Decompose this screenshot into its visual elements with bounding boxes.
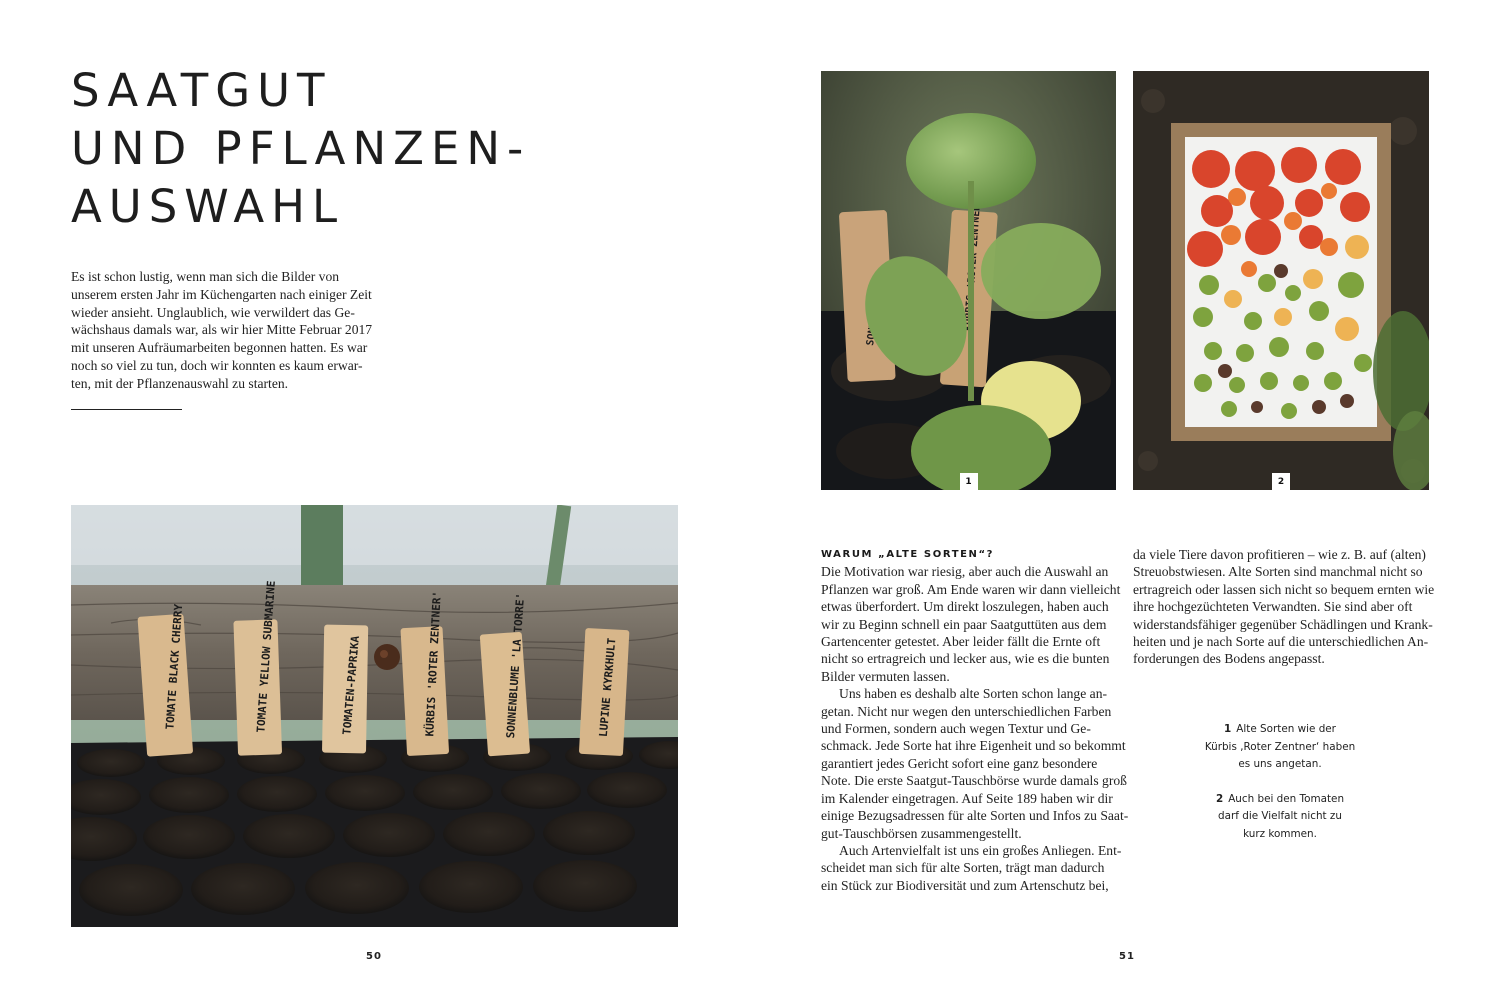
body-line: Uns haben es deshalb alte Sorten schon lange an- [839, 686, 1108, 702]
plant-label-text: LUPINE KYRKHULT [596, 637, 619, 738]
caption-line: Kürbis ‚Roter Zentner‘ haben [1204, 740, 1356, 753]
photo-number-badge: 2 [1272, 473, 1290, 490]
body-line: etwas überfordert. Um direkt loszulegen, haben auch [821, 599, 1109, 615]
paragraph-1 [821, 563, 1121, 685]
seed-tray-photo [71, 505, 678, 927]
paragraph-2 [821, 685, 1129, 842]
body-line: widerstandsfähiger gegenüber Schädlingen und Krank- [1133, 616, 1433, 632]
plant-label-text: TOMATE YELLOW SUBMARINE [254, 580, 278, 734]
plant-label-text: TOMATEN-PAPRIKA [340, 635, 362, 736]
page-number-right: 51 [1119, 951, 1135, 962]
intro-line: ten, mit der Pflanzenauswahl zu starten. [71, 375, 289, 391]
body-line: scheidet man sich für alte Sorten, trägt man dadurch [821, 860, 1105, 876]
body-line: Die Motivation war riesig, aber auch die Auswahl an [821, 564, 1109, 580]
caption-number: 1 [1224, 723, 1232, 735]
intro-line: wächshaus damals war, als wir hier Mitte Februar 2017 [71, 322, 373, 338]
body-line: Auch Artenvielfalt ist uns ein großes Anliegen. Ent- [839, 842, 1122, 858]
body-column-left [821, 546, 1129, 894]
body-line: und Formen, sondern auch wegen Textur und Ge- [821, 721, 1091, 737]
page-number-left: 50 [366, 951, 382, 962]
body-line: einige Bezugsadressen für alte Sorten und Infos zu Saat- [821, 808, 1129, 824]
photo-captions [1180, 721, 1380, 860]
body-line: Pflanzen war groß. Am Ende waren wir dann vielleicht [821, 581, 1121, 597]
intro-line: wieder ansieht. Unglaublich, wie verwildert das Ge- [71, 304, 355, 320]
divider-rule [71, 409, 182, 410]
intro-line: Es ist schon lustig, wenn man sich die Bilder von [71, 269, 340, 284]
caption-line: darf die Vielfalt nicht zu [1218, 810, 1342, 822]
title-line-1: SAATGUT [71, 64, 332, 117]
caption-1 [1180, 721, 1380, 774]
body-line: garantiert jedes Gericht sofort eine ganz besondere [821, 755, 1098, 771]
plant-label-stick [322, 625, 368, 754]
plant-label-stick [579, 628, 630, 756]
seedling-photo [821, 71, 1116, 490]
seedling-illustration [821, 71, 1116, 490]
caption-text: Auch bei den Tomaten [1228, 792, 1345, 805]
body-line: Streuobstwiesen. Alte Sorten sind manchmal nicht so [1133, 564, 1423, 580]
intro-line: noch so viel zu tun, doch wir konnten es kaum erwar- [71, 357, 363, 373]
body-line: heiten und je nach Sorte auf die unterschiedlichen An- [1133, 634, 1429, 650]
body-column-right [1133, 546, 1435, 668]
title-line-2: UND PFLANZEN- [71, 122, 531, 175]
body-line: gut-Tauschbörsen zusammengestellt. [821, 825, 1022, 841]
intro-line: mit unseren Aufräumarbeiten begonnen hatten. Es war [71, 340, 368, 356]
plant-label-text: ZENTNER' [968, 198, 984, 248]
body-line: Gartencenter getestet. Aber leider fällt die Ernte oft [821, 634, 1101, 650]
body-line: getan. Nicht nur wegen den unterschiedlichen Farben [821, 703, 1112, 719]
intro-paragraph [71, 268, 371, 393]
caption-line [1180, 721, 1380, 739]
body-line: nicht so ertragreich und lecker aus, wie es die bunten [821, 651, 1110, 667]
tomato-crate-illustration [1133, 71, 1429, 490]
caption-number: 2 [1215, 792, 1224, 805]
body-line: da viele Tiere davon profitieren – wie z. B. auf (alten) [1133, 547, 1426, 562]
caption-line: es uns angetan. [1238, 758, 1322, 770]
caption-line: kurz kommen. [1243, 827, 1317, 840]
body-line: ihre hochgezüchteten Verwandten. Sie sind aber oft [1133, 599, 1413, 615]
caption-2 [1180, 791, 1380, 844]
intro-line: unserem ersten Jahr im Küchengarten nach einiger Zeit [71, 286, 372, 302]
body-line: ertragreich oder lassen sich nicht so bequem ernten wie [1133, 581, 1435, 597]
photo-number-badge: 1 [960, 473, 978, 490]
body-line: Note. Die erste Saatgut-Tauschbörse wurde damals groß [821, 773, 1127, 789]
plant-label-text: KÜRBIS 'ROTER ZENTNER' [423, 590, 444, 737]
title-line-3: AUSWAHL [71, 180, 345, 233]
paragraph-3 [821, 842, 1121, 894]
tomato-crate-photo [1133, 71, 1429, 490]
chapter-title [71, 62, 591, 236]
caption-text: Alte Sorten wie der [1236, 723, 1336, 735]
seed-tray-illustration [71, 505, 678, 927]
body-line: im Kalender eingetragen. Auf Seite 189 haben wir dir [821, 790, 1113, 806]
plant-label-text: TOMATE BLACK CHERRY [163, 603, 186, 730]
body-line: schmack. Jede Sorte hat ihre Eigenheit und so bekommt [821, 738, 1126, 754]
body-line: ein Stück zur Biodiversität und zum Artenschutz bei, [821, 877, 1109, 893]
section-subhead: WARUM „ALTE SORTEN“? [821, 549, 995, 560]
body-line: wir zu Beginn schnell ein paar Saatguttüten aus dem [821, 616, 1107, 632]
body-line: Bilder vermuten lassen. [821, 668, 950, 684]
body-line: forderungen des Bodens angepasst. [1133, 651, 1325, 667]
caption-line [1180, 791, 1380, 809]
plant-label-text: SONNENBLUME 'LA TORRE' [504, 592, 528, 739]
